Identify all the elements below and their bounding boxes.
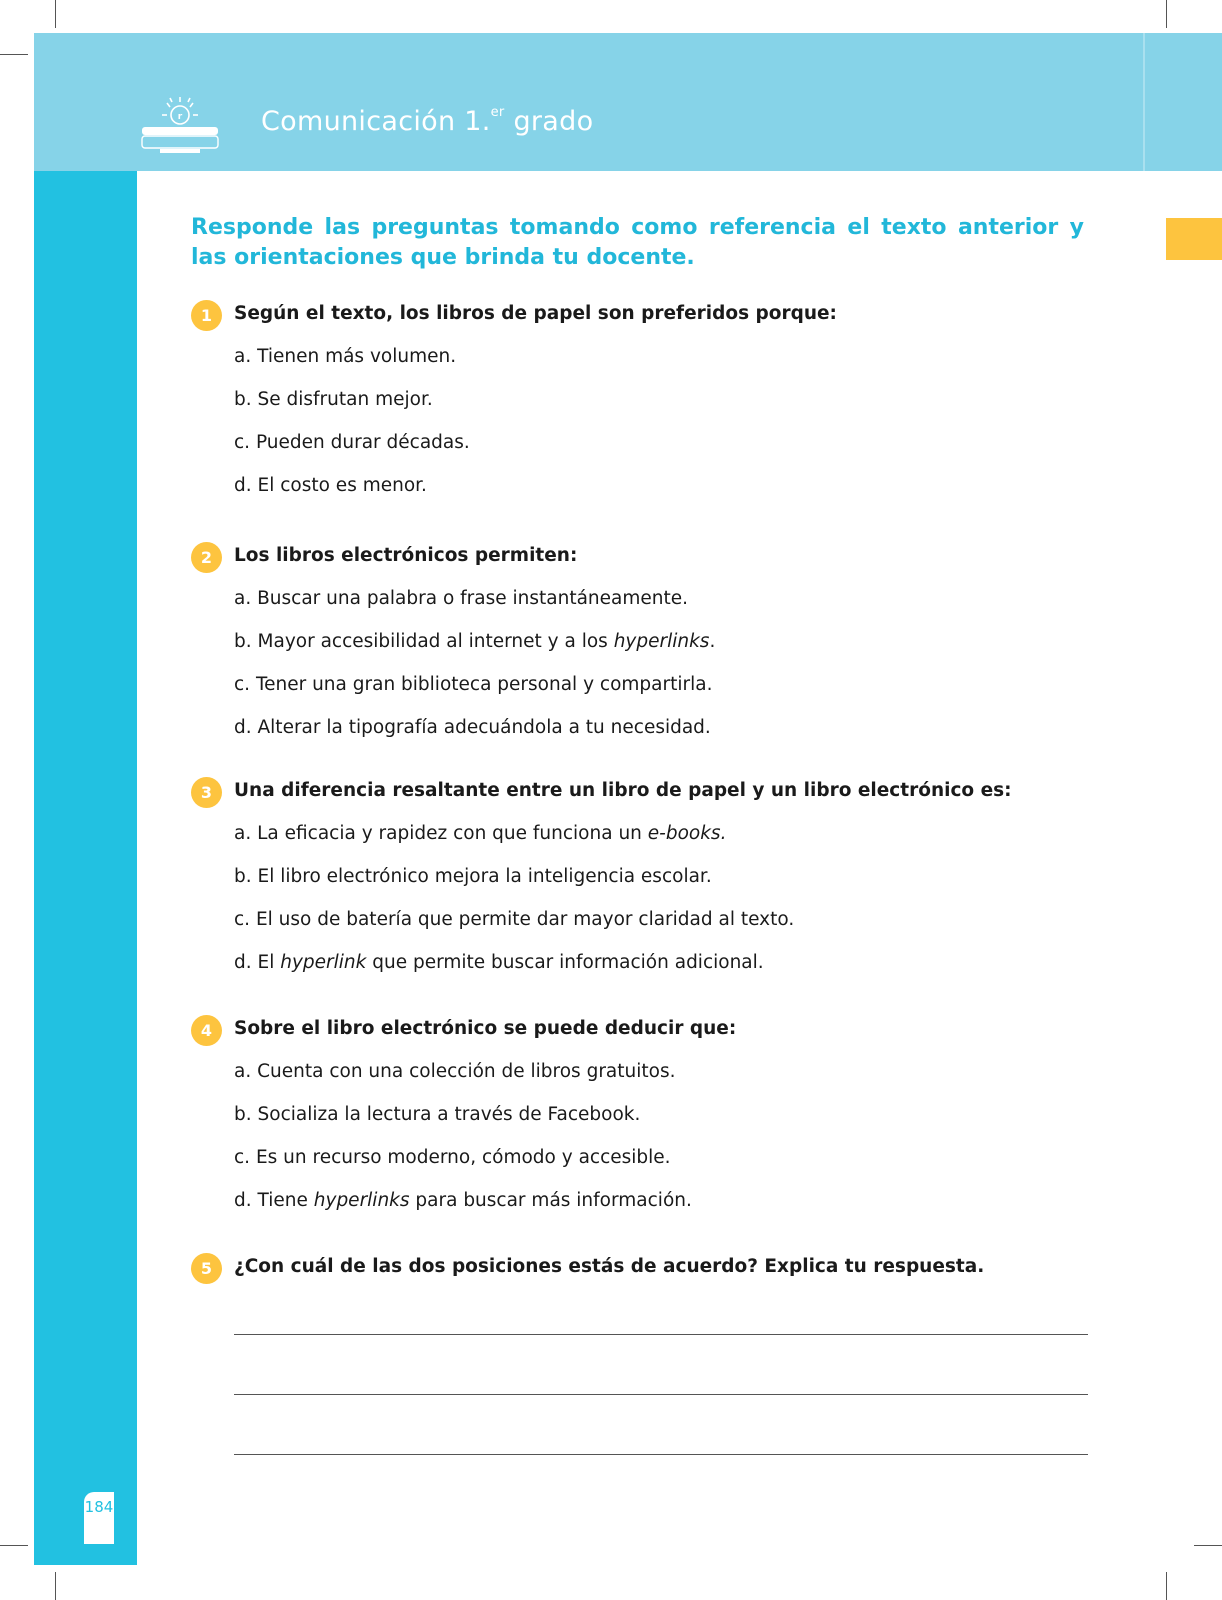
crop-mark [0, 54, 28, 55]
question-text: ¿Con cuál de las dos posiciones estás de acuerdo? Explica tu respuesta. [234, 1256, 985, 1277]
question-number-badge: 5 [191, 1253, 222, 1284]
answer-line[interactable] [234, 1394, 1088, 1395]
option-item: b. Socializa la lectura a través de Facebook. [234, 1104, 641, 1125]
question-text: Los libros electrónicos permiten: [234, 545, 578, 566]
crop-mark [55, 0, 56, 28]
question-text: Una diferencia resaltante entre un libro de papel y un libro electrónico es: [234, 780, 1012, 801]
question-number-badge: 4 [191, 1015, 222, 1046]
question-text: Según el texto, los libros de papel son preferidos porque: [234, 303, 837, 324]
option-item: a. La eficacia y rapidez con que funciona un e-books. [234, 823, 727, 844]
option-item: c. Tener una gran biblioteca personal y compartirla. [234, 674, 713, 695]
option-item: b. Se disfrutan mejor. [234, 389, 433, 410]
question-number-badge: 2 [191, 542, 222, 573]
option-item: a. Cuenta con una colección de libros gratuitos. [234, 1061, 676, 1082]
crop-mark [0, 1545, 28, 1546]
option-item: c. Pueden durar décadas. [234, 432, 470, 453]
answer-line[interactable] [234, 1454, 1088, 1455]
question-text: Sobre el libro electrónico se puede deducir que: [234, 1018, 737, 1039]
header-divider [1143, 33, 1145, 171]
jornada-escolar-logo [140, 93, 220, 155]
option-item: c. Es un recurso moderno, cómodo y accesible. [234, 1147, 671, 1168]
svg-text:r: r [177, 112, 183, 122]
option-item: b. Mayor accesibilidad al internet y a los hyperlinks. [234, 631, 716, 652]
question-number-badge: 3 [191, 777, 222, 808]
option-item: a. Tienen más volumen. [234, 346, 457, 367]
section-tab [1166, 218, 1222, 260]
crop-mark [1194, 1545, 1222, 1546]
instructions-heading: Responde las preguntas tomando como referencia el texto anterior y las orientaciones que brinda tu docente. [191, 215, 1084, 270]
option-item: d. El hyperlink que permite buscar información adicional. [234, 952, 764, 973]
crop-mark [1166, 0, 1167, 28]
page-number: 184 [84, 1498, 114, 1516]
crop-mark [55, 1572, 56, 1600]
header-title: Comunicación 1.$^{er}$ grado [261, 105, 594, 137]
option-item: d. Alterar la tipografía adecuándola a tu necesidad. [234, 717, 711, 738]
option-item: a. Buscar una palabra o frase instantáneamente. [234, 588, 689, 609]
crop-mark [1166, 1572, 1167, 1600]
option-item: d. El costo es menor. [234, 475, 427, 496]
option-item: b. El libro electrónico mejora la inteligencia escolar. [234, 866, 712, 887]
question-number-badge: 1 [191, 300, 222, 331]
option-item: d. Tiene hyperlinks para buscar más información. [234, 1190, 692, 1211]
answer-line[interactable] [234, 1334, 1088, 1335]
left-sidebar-band [34, 171, 137, 1565]
option-item: c. El uso de batería que permite dar mayor claridad al texto. [234, 909, 795, 930]
